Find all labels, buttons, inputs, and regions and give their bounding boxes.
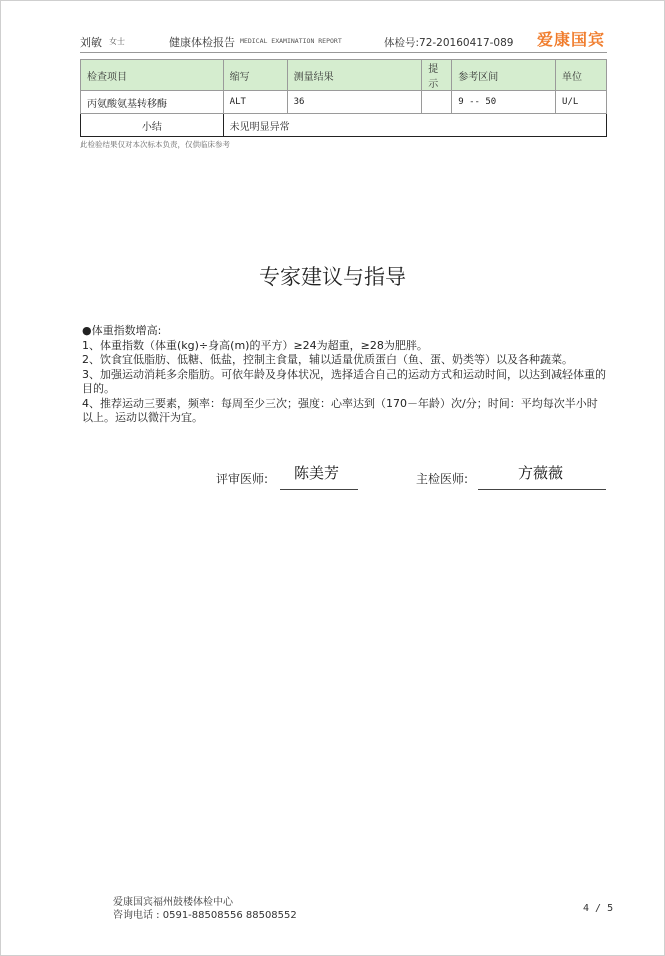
advice-body — [82, 324, 607, 426]
summary-label: 小结 — [81, 114, 224, 137]
col-header-reference: 参考区间 — [452, 60, 556, 91]
reviewer-signature: 陈美芳 — [294, 464, 340, 482]
lab-disclaimer: 此检验结果仅对本次标本负责，仅供临床参考 — [80, 140, 230, 149]
summary-row — [81, 114, 607, 137]
chief-signature-block — [416, 462, 606, 490]
table-row — [81, 91, 607, 114]
advice-item-1: 1、体重指数（体重(kg)÷身高(m)的平方）≥24为超重，≥28为肥胖。 — [82, 338, 428, 352]
col-header-abbr: 缩写 — [223, 60, 287, 91]
chief-label: 主检医师: — [416, 472, 469, 486]
advice-item-2: 2、饮食宜低脂肪、低糖、低盐，控制主食量，辅以适量优质蛋白（鱼、蛋、奶类等）以及各种蔬菜。 — [82, 353, 573, 366]
advice-item-4: 4、推荐运动三要素，频率：每周至少三次；强度：心率达到（170－年龄）次/分；时间：平均每次半小时以上。运动以微汗为宜。 — [82, 396, 598, 424]
brand-logo: 爱康国宾 — [536, 30, 605, 49]
col-header-unit: 单位 — [556, 60, 607, 91]
page-footer — [113, 896, 297, 922]
advice-heading: ●体重指数增高: — [82, 324, 162, 337]
cell-abbr: ALT — [223, 91, 287, 114]
col-header-hint: 提示 — [422, 60, 452, 91]
page-number: 4 / 5 — [583, 903, 614, 914]
results-table — [80, 59, 607, 137]
exam-number: 体检号:72-20160417-089 — [384, 37, 514, 49]
report-title-cn: 健康体检报告 — [169, 36, 235, 49]
center-name: 爱康国宾福州鼓楼体检中心 — [113, 897, 233, 908]
cell-item: 丙氨酸氨基转移酶 — [81, 91, 224, 114]
summary-value: 未见明显异常 — [223, 114, 606, 137]
reviewer-label: 评审医师: — [216, 472, 269, 486]
report-header — [80, 26, 607, 52]
cell-hint — [422, 91, 452, 114]
reviewer-signature-line — [280, 489, 358, 490]
results-header-row — [81, 60, 607, 91]
contact-phone: 咨询电话 : 0591-88508556 88508552 — [113, 910, 297, 921]
chief-signature-line — [478, 489, 606, 490]
advice-title: 专家建议与指导 — [259, 265, 406, 289]
reviewer-signature-block — [216, 462, 358, 490]
cell-result: 36 — [287, 91, 422, 114]
report-title-en: MEDICAL EXAMINATION REPORT — [240, 37, 342, 45]
cell-unit: U/L — [556, 91, 607, 114]
col-header-result: 测量结果 — [287, 60, 422, 91]
cell-reference: 9 -- 50 — [452, 91, 556, 114]
patient-name: 刘敏 — [80, 36, 102, 49]
chief-signature: 方薇薇 — [518, 464, 564, 482]
patient-gender: 女士 — [109, 37, 125, 46]
header-divider — [80, 52, 607, 53]
col-header-item: 检查项目 — [81, 60, 224, 91]
advice-item-3: 3、加强运动消耗多余脂肪。可依年龄及身体状况，选择适合自己的运动方式和运动时间，以达到减轻体重的目的。 — [82, 367, 606, 395]
